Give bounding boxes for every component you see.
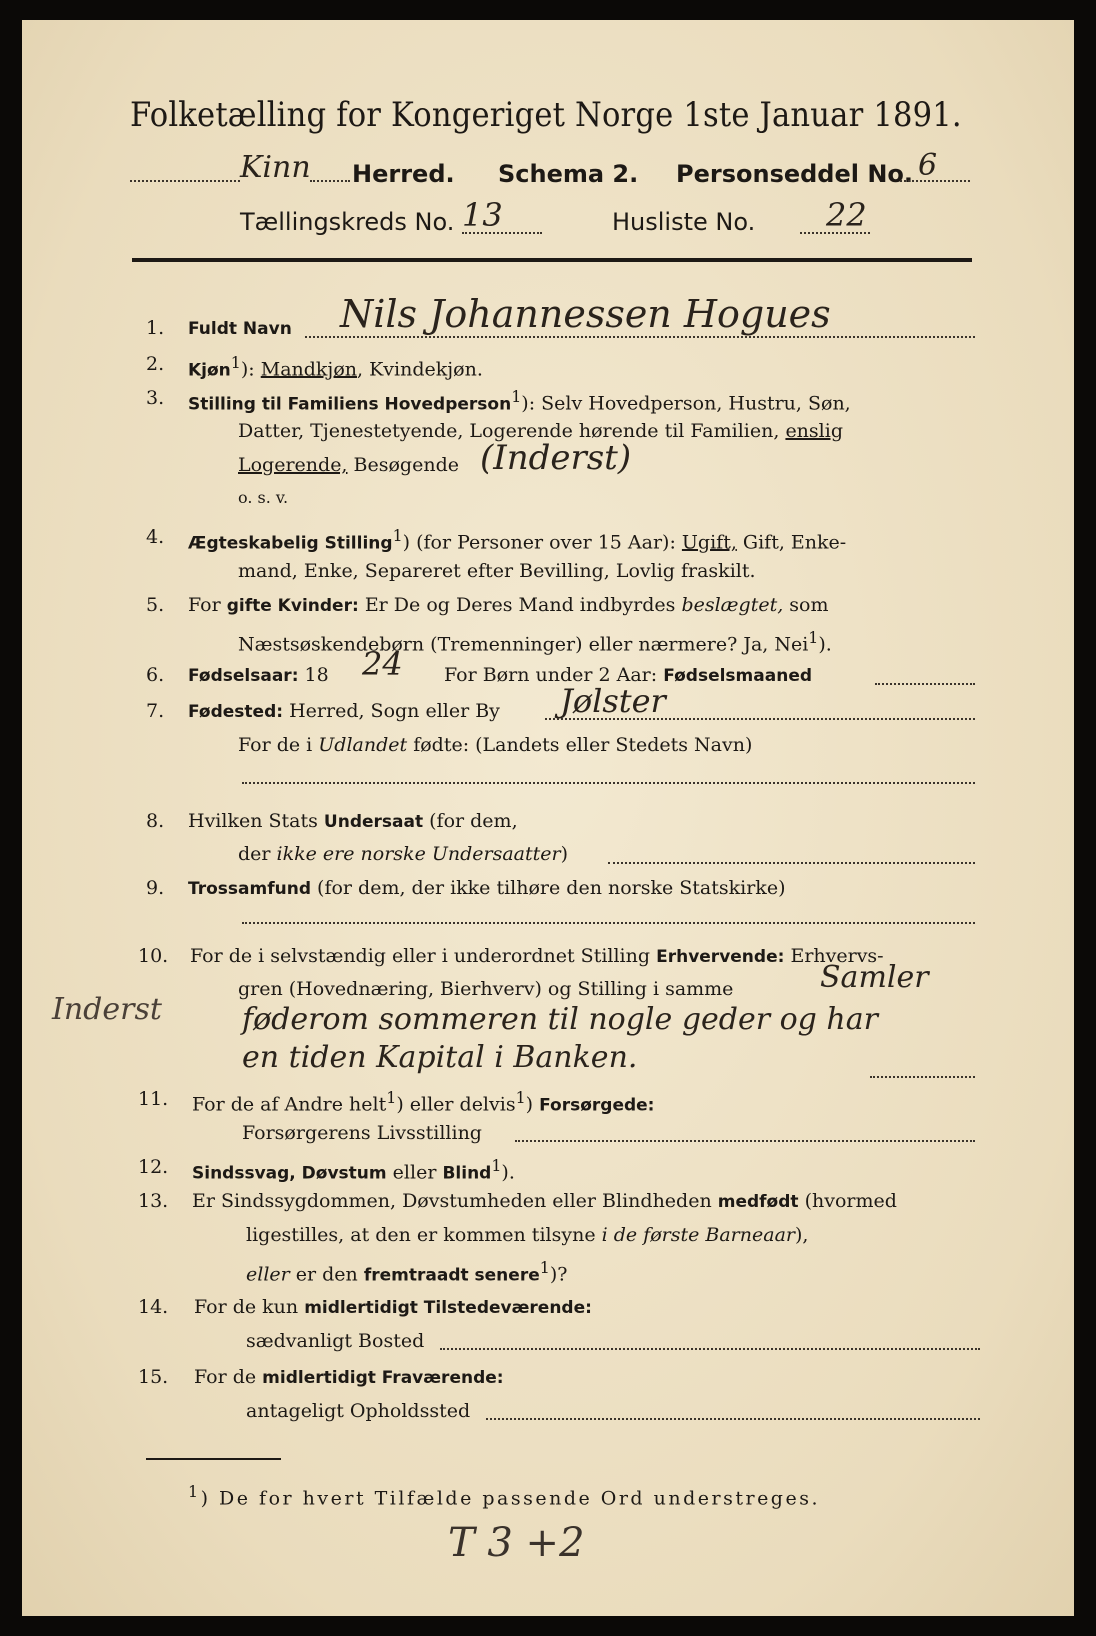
- q5-pre: For: [188, 594, 221, 616]
- dotted-line: [900, 180, 970, 182]
- q4-text-b: Gift, Enke-: [742, 531, 847, 554]
- q15-label: midlertidigt Fraværende:: [262, 1368, 504, 1388]
- q13-label2: fremtraadt senere: [363, 1265, 540, 1286]
- footnote-ref: 1: [515, 1088, 526, 1107]
- q5-text: Er De og Deres Mand indbyrdes: [364, 594, 676, 616]
- footnote-text: ) De for hvert Tilfælde passende Ord understreges.: [200, 1487, 821, 1510]
- q5-options: Næstsøskendebørn (Tremenninger) eller nærmere? Ja, Nei: [238, 633, 809, 656]
- q14-text: For de kun: [194, 1296, 299, 1318]
- q2-row: Kjøn$^1$): Mandkjøn, Kvindekjøn.: [188, 353, 483, 381]
- q12-label: Sindssvag, Døvstum: [192, 1163, 387, 1184]
- personseddel-label: Personseddel No.: [676, 160, 914, 188]
- q8-text: Hvilken Stats: [188, 810, 318, 832]
- q3-label: Stilling til Familiens Hovedperson: [188, 394, 512, 415]
- q14-label: midlertidigt Tilstedeværende:: [304, 1298, 592, 1318]
- q5-number: 5.: [146, 594, 165, 616]
- q3-options-line2: Datter, Tjenestetyende, Logerende hørende til Familien,: [238, 420, 780, 442]
- q6-text: For Børn under 2 Aar:: [444, 664, 658, 686]
- q12-text: eller: [392, 1161, 437, 1184]
- q13-row-2: ligestilles, at den er kommen tilsyne i de første Barneaar),: [246, 1224, 809, 1246]
- q13-italic: i de første Barneaar: [601, 1224, 795, 1246]
- q3-row-3: [238, 454, 459, 476]
- q7-row-2: [238, 734, 752, 756]
- q6-century: 18: [304, 664, 329, 686]
- q7-label: Fødested:: [188, 702, 284, 722]
- dotted-line: [608, 862, 975, 864]
- q10-label: Erhvervende:: [656, 947, 785, 967]
- q7-italic: Udlandet: [318, 734, 408, 756]
- q3-option-logerende: Logerende,: [238, 454, 348, 476]
- q3-option-enslig: enslig: [785, 420, 843, 442]
- q13-label: medfødt: [717, 1192, 799, 1212]
- dotted-line: [870, 1076, 975, 1078]
- q10-text: For de i selvstændig eller i underordnet Stilling: [190, 945, 651, 967]
- q4-text: (for Personer over 15 Aar):: [416, 531, 676, 554]
- q8-row-1: [188, 810, 518, 832]
- q11-label: Forsørgede:: [539, 1095, 655, 1116]
- dotted-line: [486, 1418, 980, 1420]
- q8-row-2: der ikke ere norske Undersaatter): [238, 843, 569, 865]
- dotted-line: [462, 232, 542, 234]
- husliste-label: Husliste No.: [612, 208, 756, 236]
- bottom-handwritten-mark: T 3 +2: [448, 1520, 585, 1566]
- footnote-ref: 1: [230, 353, 241, 372]
- q10-number: 10.: [138, 945, 169, 967]
- header-rule: [132, 258, 972, 262]
- dotted-line: [515, 1140, 975, 1142]
- q9-text: (for dem, der ikke tilhøre den norske Statskirke): [317, 877, 786, 899]
- herred-label: Herred.: [352, 160, 455, 188]
- q10-handwritten-3: en tiden Kapital i Banken.: [242, 1040, 638, 1075]
- q7-text2b: fødte: (Landets eller Stedets Navn): [413, 734, 753, 756]
- q9-number: 9.: [146, 877, 165, 899]
- q10-handwritten-2: føderom sommeren til nogle geder og har: [242, 1002, 878, 1037]
- q11-text2: Forsørgerens Livsstilling: [242, 1122, 482, 1144]
- footnote-ref: 1: [808, 628, 819, 647]
- q3-row-1: Stilling til Familiens Hovedperson$^1$): Selv Hovedperson, Hustru, Søn,: [188, 387, 851, 415]
- q4-label: Ægteskabelig Stilling: [188, 533, 393, 554]
- q11-number: 11.: [138, 1088, 169, 1110]
- q13-row-3: eller er den fremtraadt senere$^1$)?: [246, 1258, 568, 1286]
- q12-number: 12.: [138, 1156, 169, 1178]
- form-title: Folketælling for Kongeriget Norge 1ste Januar 1891.: [130, 95, 962, 135]
- q12-label2: Blind: [442, 1163, 492, 1184]
- q5-text-b: som: [789, 594, 829, 616]
- q7-text2a: For de i: [238, 734, 313, 756]
- q13-number: 13.: [138, 1190, 169, 1212]
- q13-text: Er Sindssygdommen, Døvstumheden eller Blindheden: [192, 1190, 712, 1212]
- q13-text-b: (hvormed: [804, 1190, 897, 1212]
- footnote-ref: 1: [539, 1258, 550, 1277]
- q11-row-1: For de af Andre helt$^1$) eller delvis$^1$) Forsørgede:: [192, 1088, 655, 1116]
- q15-text2: antageligt Opholdssted: [246, 1400, 471, 1422]
- q14-text2: sædvanligt Bosted: [246, 1330, 425, 1352]
- q5-italic: beslægtet,: [681, 594, 784, 616]
- q10-text2: gren (Hovednæring, Bierhverv) og Stilling i samme: [238, 978, 734, 1000]
- footnote-mark: 1: [188, 1482, 201, 1501]
- q15-row-1: [194, 1366, 504, 1388]
- q1-number: 1.: [146, 317, 165, 339]
- q8-label: Undersaat: [323, 812, 424, 832]
- q8-text2: der: [238, 843, 271, 865]
- footnote-ref: 1: [511, 387, 522, 406]
- dotted-line: [545, 718, 975, 720]
- q11-text-b: eller delvis: [409, 1093, 516, 1116]
- q13-italic2: eller: [246, 1263, 290, 1286]
- dotted-line: [310, 180, 350, 182]
- q11-text: For de af Andre helt: [192, 1093, 387, 1116]
- q8-number: 8.: [146, 810, 165, 832]
- personseddel-number: 6: [918, 148, 938, 183]
- q3-number: 3.: [146, 387, 165, 409]
- q13-text3: er den: [295, 1263, 358, 1286]
- q10-row-1: [190, 945, 884, 967]
- q8-italic: ikke ere norske Undersaatter: [276, 843, 561, 865]
- q8-text-b: (for dem,: [429, 810, 518, 832]
- footnote: [188, 1482, 820, 1509]
- q14-row-1: [194, 1296, 592, 1318]
- margin-note-handwritten: Inderst: [52, 992, 162, 1027]
- q4-options-line2: mand, Enke, Separeret efter Bevilling, Lovlig fraskilt.: [238, 560, 756, 582]
- q2-number: 2.: [146, 353, 165, 375]
- q5-row-1: [188, 594, 829, 616]
- q6-number: 6.: [146, 664, 165, 686]
- q3-handwritten: (Inderst): [480, 438, 632, 478]
- q3-option-besogende: Besøgende: [353, 454, 459, 476]
- footnote-rule: [146, 1458, 281, 1460]
- q9-label: Trossamfund: [188, 879, 311, 899]
- q15-number: 15.: [138, 1366, 169, 1388]
- q10-handwritten-1: Samler: [820, 960, 929, 995]
- husliste-number: 22: [826, 196, 867, 234]
- dotted-line: [305, 336, 975, 338]
- q15-text: For de: [194, 1366, 257, 1388]
- q3-options-line1: Selv Hovedperson, Hustru, Søn,: [541, 392, 851, 415]
- q1-full-name-handwritten: Nils Johannessen Hogues: [340, 292, 831, 336]
- kreds-number: 13: [462, 196, 503, 234]
- footnote-ref: 1: [386, 1088, 397, 1107]
- kreds-label: Tællingskreds No.: [240, 208, 455, 236]
- q4-option-ugift: Ugift,: [681, 531, 737, 554]
- q2-option-male: Mandkjøn: [260, 358, 357, 381]
- q13-text2: ligestilles, at den er kommen tilsyne: [246, 1224, 596, 1246]
- q12-row: Sindssvag, Døvstum eller Blind$^1$).: [192, 1156, 515, 1184]
- q7-text: Herred, Sogn eller By: [289, 700, 500, 722]
- q4-row-1: Ægteskabelig Stilling$^1$) (for Personer over 15 Aar): Ugift, Gift, Enke-: [188, 526, 847, 554]
- dotted-line: [130, 180, 240, 182]
- dotted-line: [242, 922, 975, 924]
- q14-number: 14.: [138, 1296, 169, 1318]
- q3-osv: o. s. v.: [238, 488, 289, 507]
- footnote-ref: 1: [491, 1156, 502, 1175]
- q10-text-b: Erhvervs-: [790, 945, 884, 967]
- q13-row-1: [192, 1190, 897, 1212]
- dotted-line: [875, 683, 975, 685]
- q7-number: 7.: [146, 700, 165, 722]
- q2-option-female: Kvindekjøn.: [369, 358, 483, 381]
- q5-label: gifte Kvinder:: [226, 596, 359, 616]
- herred-handwritten: Kinn: [240, 150, 311, 185]
- dotted-line: [800, 232, 870, 234]
- q6-label: Fødselsaar:: [188, 666, 299, 686]
- q7-birthplace-handwritten: Jølster: [560, 682, 666, 720]
- q4-number: 4.: [146, 526, 165, 548]
- q6-birth-year-handwritten: 24: [362, 645, 403, 683]
- dotted-line: [440, 1348, 980, 1350]
- footnote-ref: 1: [392, 526, 403, 545]
- q1-label: Fuldt Navn: [188, 319, 292, 339]
- schema-label: Schema 2.: [498, 160, 639, 188]
- q2-label: Kjøn: [188, 360, 231, 381]
- dotted-line: [242, 782, 975, 784]
- q6-label-month: Fødselsmaaned: [663, 666, 813, 686]
- q5-row-2: Næstsøskendebørn (Tremenninger) eller nærmere? Ja, Nei$^1$).: [238, 628, 832, 656]
